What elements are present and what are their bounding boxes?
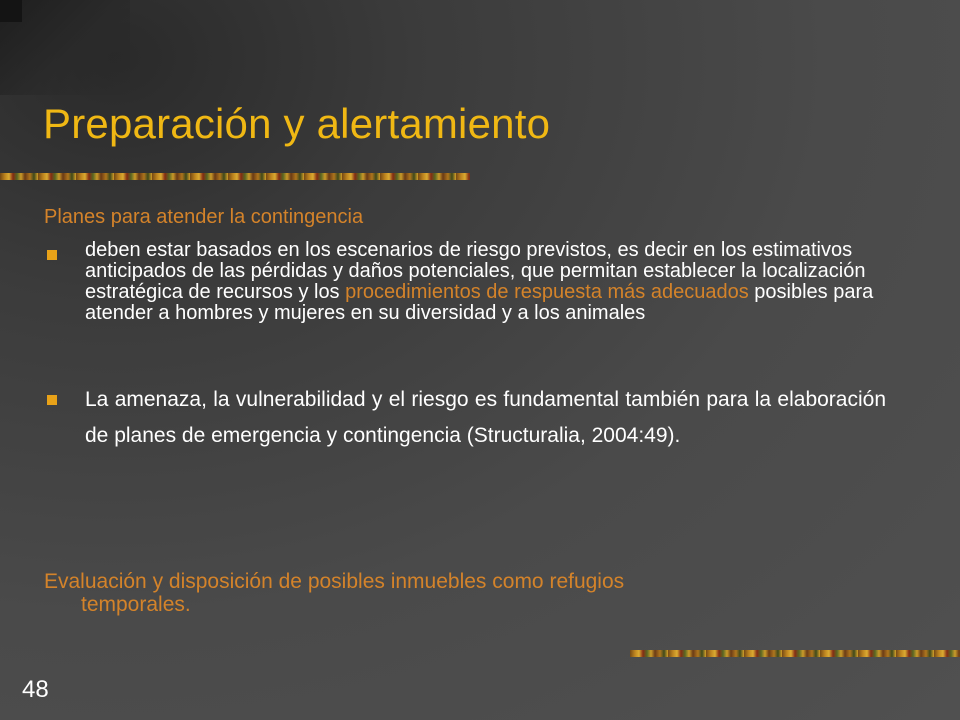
bullet-item-amenaza <box>44 382 886 454</box>
bottom-decoration-bar <box>630 650 960 657</box>
footer-statement <box>44 570 864 616</box>
bullet-text-start: deben estar basados en los escenarios de riesgo previstos, es decir en los estimativos anticipados de las pérdidas y daños potenciales, que permitan establecer la localización estratégica de recursos y los <box>85 239 866 303</box>
corner-square-decoration <box>0 0 22 22</box>
section-subtitle: Planes para atender la contingencia <box>44 206 364 228</box>
bullet-list <box>44 240 886 454</box>
slide-title: Preparación y alertamiento <box>43 100 551 147</box>
bullet-text: La amenaza, la vulnerabilidad y el riesgo es fundamental también para la elaboración de planes de emergencia y contingencia (Structuralia, 2004:49). <box>85 388 886 447</box>
footer-line-2: temporales. <box>81 593 191 616</box>
bullet-item-planes <box>44 240 886 324</box>
page-number: 48 <box>22 676 49 703</box>
square-bullet-icon <box>47 250 57 260</box>
square-bullet-icon <box>47 395 57 405</box>
footer-line-1: Evaluación y disposición de posibles inmuebles como refugios <box>44 570 625 593</box>
bullet-text-end: posibles para atender a hombres y mujeres en su diversidad y a los animales <box>85 281 874 324</box>
bullet-highlight: procedimientos de respuesta más adecuados <box>345 281 749 303</box>
title-underline-decoration <box>0 173 470 180</box>
